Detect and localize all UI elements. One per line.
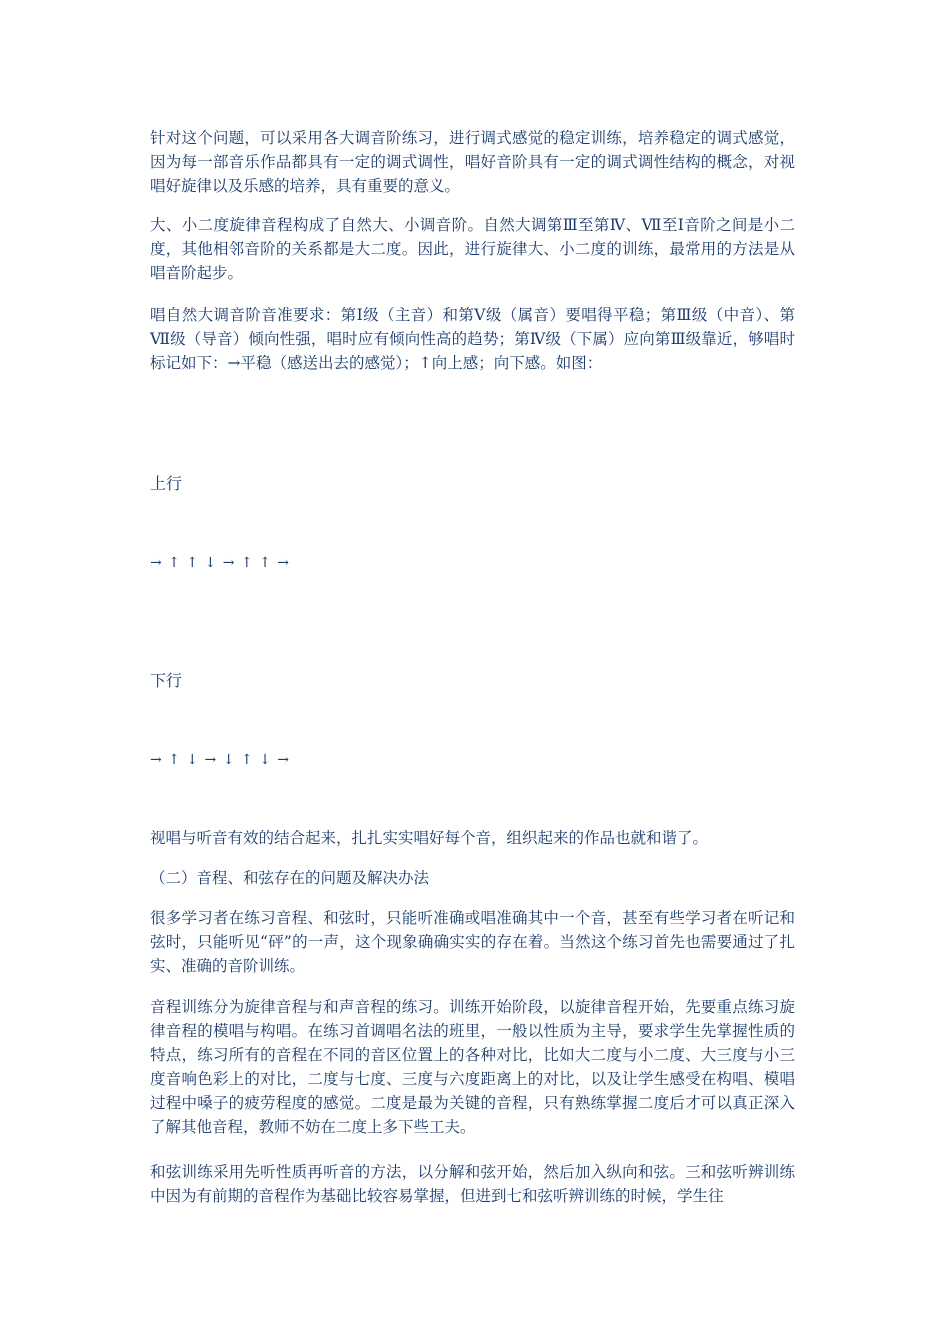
section-heading-intervals-chords: （二）音程、和弦存在的问题及解决办法	[150, 869, 430, 887]
paragraph-interval-problems: 很多学习者在练习音程、和弦时，只能听准确或唱准确其中一个音，甚至有些学习者在听记和弦时，只能听见“砰”的一声，这个现象确确实实的存在着。当然这个练习首先也需要通过了扎实、准确的音阶训练。	[150, 909, 795, 975]
paragraph-minor-second: 大、小二度旋律音程构成了自然大、小调音阶。自然大调第Ⅲ至第Ⅳ、Ⅶ至Ⅰ音阶之间是小二度，其他相邻音阶的关系都是大二度。因此，进行旋律大、小二度的训练，最常用的方法是从唱音阶起步。	[150, 216, 795, 282]
paragraph-chord-training: 和弦训练采用先听性质再听音的方法，以分解和弦开始，然后加入纵向和弦。三和弦听辨训练中因为有前期的音程作为基础比较容易掌握，但进到七和弦听辨训练的时候，学生往	[150, 1163, 795, 1205]
ascending-arrows: → ↑ ↑ ↓ → ↑ ↑ →	[150, 555, 290, 571]
paragraph-scale-practice: 针对这个问题，可以采用各大调音阶练习，进行调式感觉的稳定训练，培养稳定的调式感觉，因为每一部音乐作品都具有一定的调式调性，唱好音阶具有一定的调式调性结构的概念，对视唱好旋律以及乐感的培养，具有重要的意义。	[150, 129, 795, 195]
descending-arrows: → ↑ ↓ → ↓ ↑ ↓ →	[150, 752, 290, 768]
paragraph-interval-training: 音程训练分为旋律音程与和声音程的练习。训练开始阶段，以旋律音程开始，先要重点练习旋律音程的模唱与构唱。在练习首调唱名法的班里，一般以性质为主导，要求学生先掌握性质的特点，练习所有的音程在不同的音区位置上的各种对比，比如大二度与小二度、大三度与小三度音响色彩上的对比，二度与七度、三度与六度距离上的对比，以及让学生感受在构唱、模唱过程中嗓子的疲劳程度的感觉。二度是最为关键的音程，只有熟练掌握二度后才可以真正深入了解其他音程，教师不妨在二度上多下些工夫。	[150, 998, 795, 1136]
ascending-label: 上行	[150, 474, 183, 493]
paragraph-sight-singing: 视唱与听音有效的结合起来，扎扎实实唱好每个音，组织起来的作品也就和谐了。	[150, 829, 709, 847]
paragraph-intonation-requirements: 唱自然大调音阶音准要求：第Ⅰ级（主音）和第Ⅴ级（属音）要唱得平稳；第Ⅲ级（中音）、第Ⅶ级（导音）倾向性强，唱时应有倾向性高的趋势；第Ⅳ级（下属）应向第Ⅲ级靠近，够唱时标记如下：→平稳（感送出去的感觉）；↑向上感；向下感。如图：	[150, 306, 795, 372]
descending-label: 下行	[150, 671, 183, 690]
